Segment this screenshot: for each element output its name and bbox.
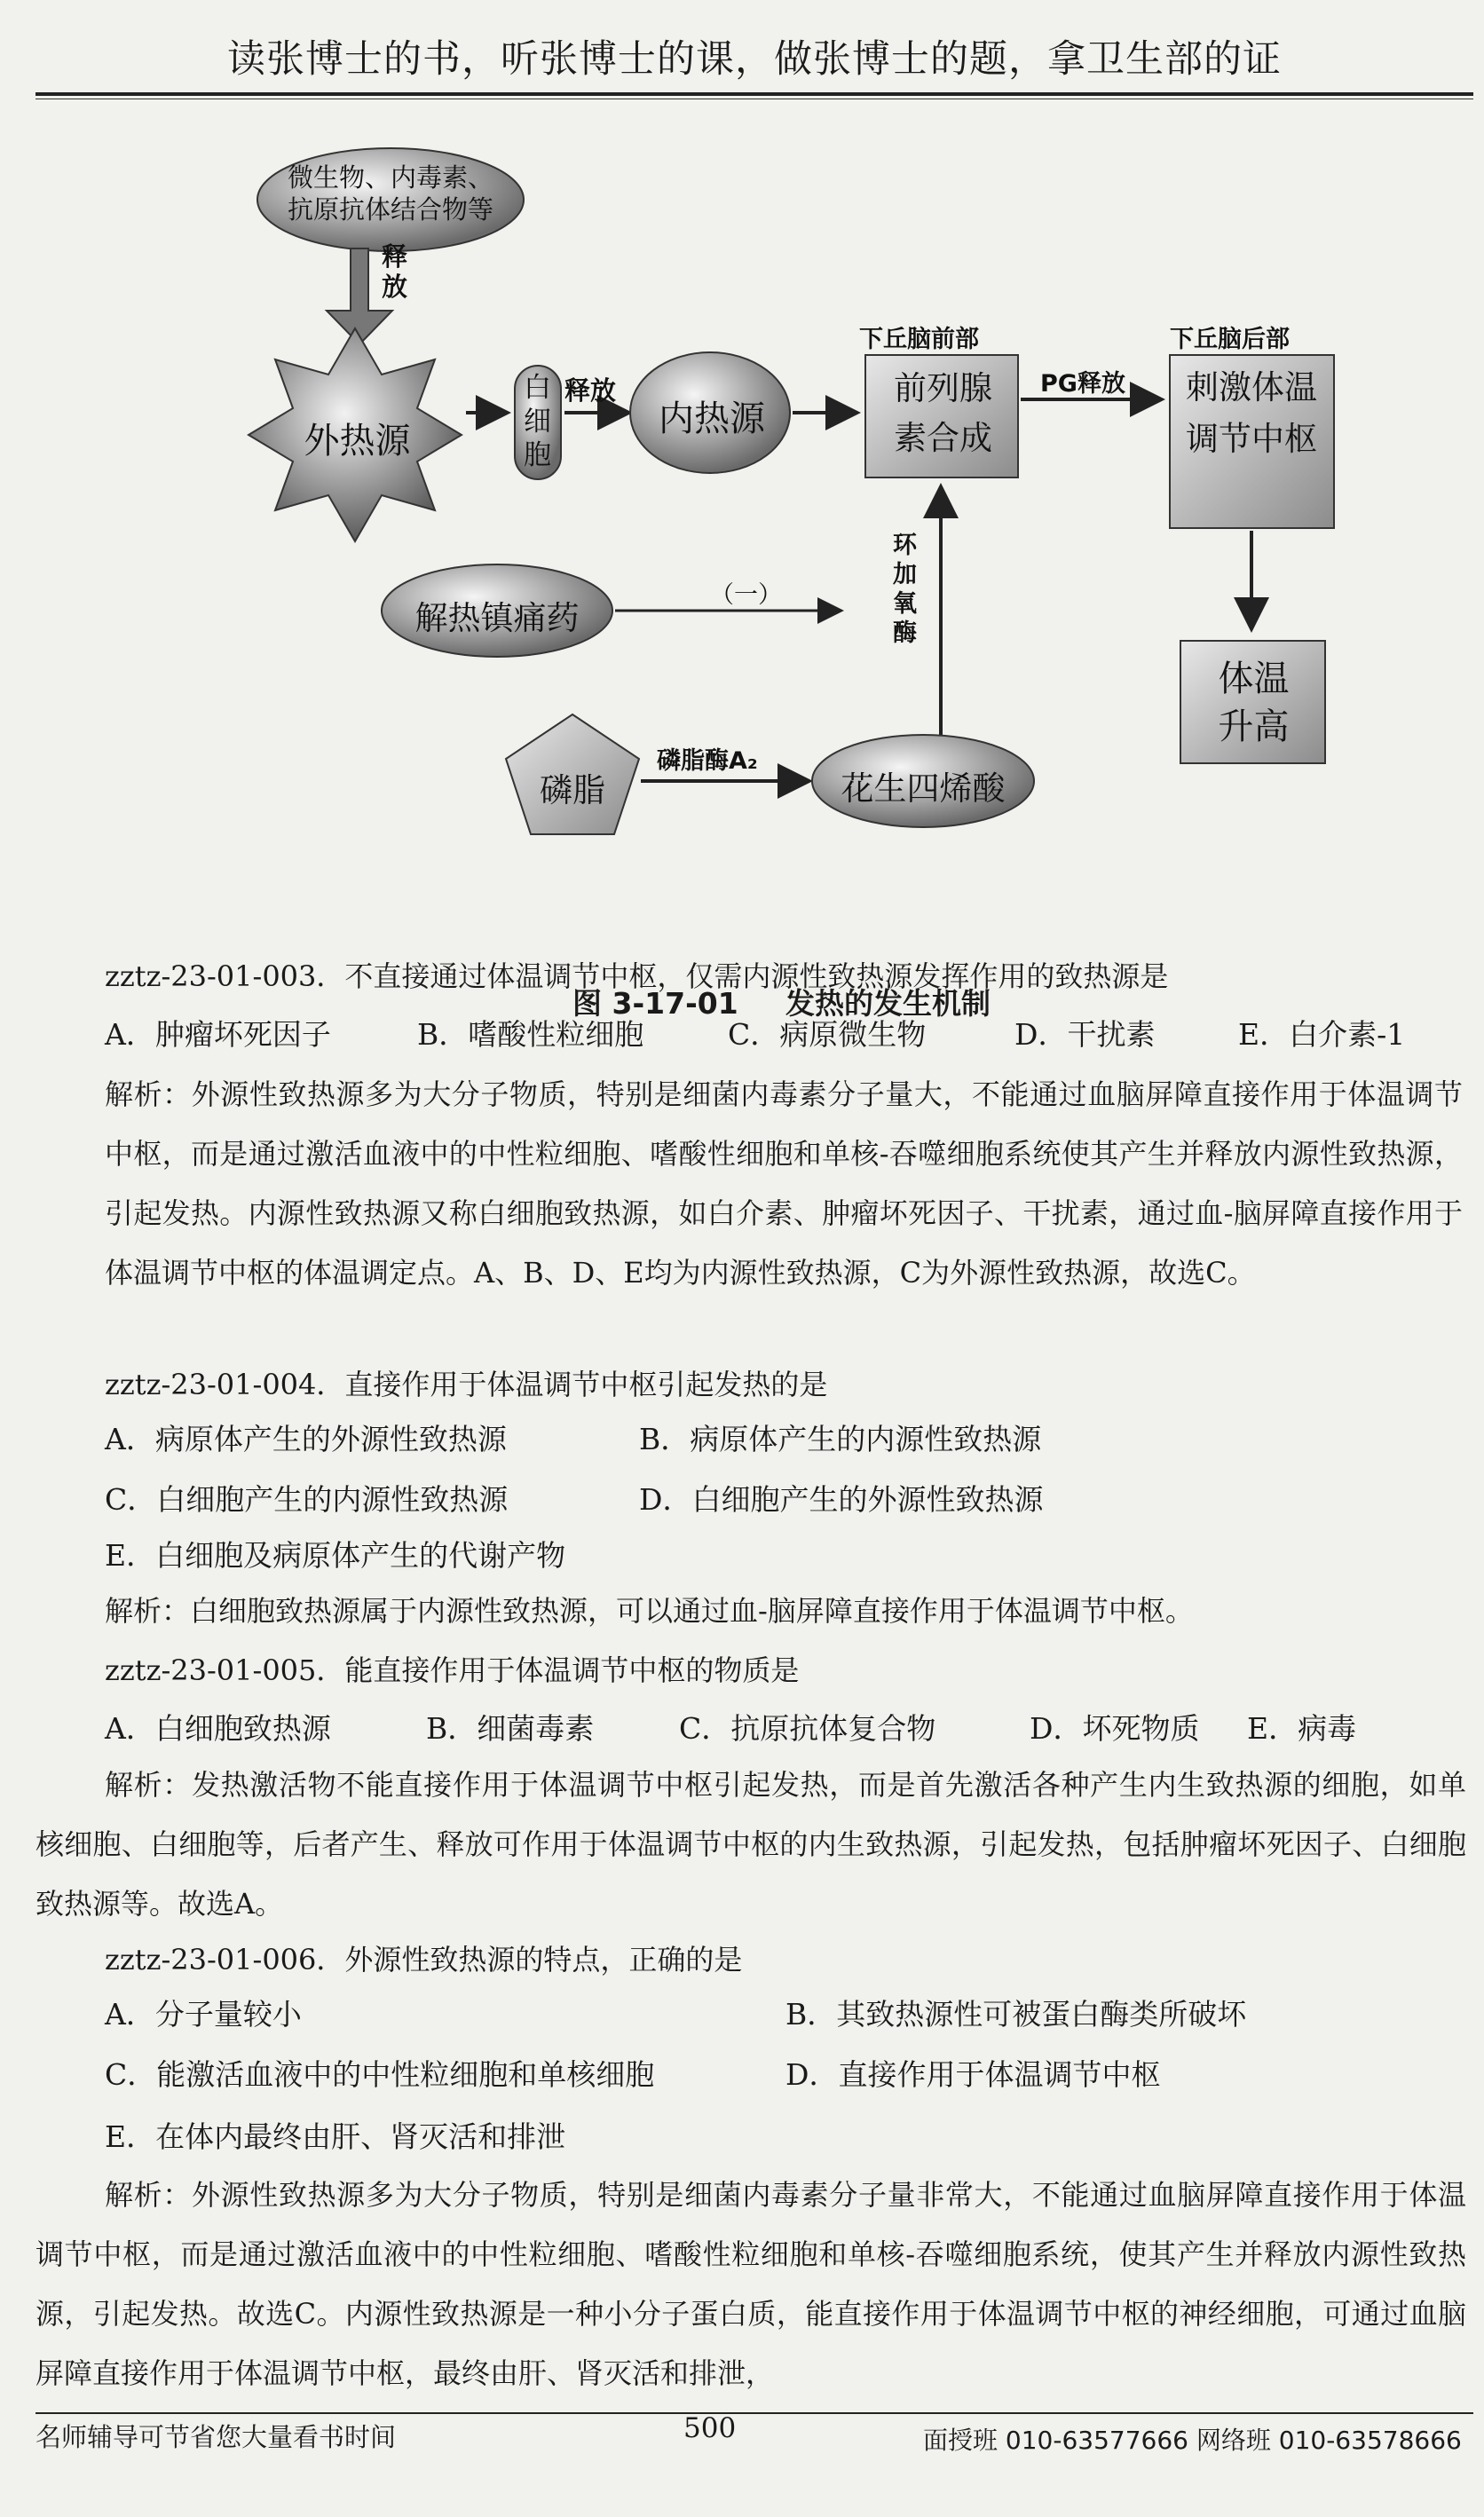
q003-option-b: B．嗜酸性粒细胞	[417, 1017, 644, 1052]
label-release-2: 释放	[564, 375, 617, 406]
q003-option-d: D．干扰素	[1014, 1017, 1156, 1052]
label-hypo-front: 下丘脑前部	[859, 326, 979, 353]
q003-option-e: E．白介素-1	[1238, 1017, 1406, 1052]
q004-option-d: D．白细胞产生的外源性致热源	[639, 1482, 1044, 1517]
q004-stem: zztz-23-01-004．直接作用于体温调节中枢引起发热的是	[105, 1368, 828, 1401]
figure-title: 发热的发生机制	[785, 986, 991, 1021]
q006-option-c: C．能激活血液中的中性粒细胞和单核细胞	[105, 2057, 655, 2092]
label-hypo-back: 下丘脑后部	[1170, 326, 1290, 353]
q006-explanation: 解析：外源性致热源多为大分子物质，特别是细菌内毒素分子量非常大，不能通过血脑屏障直接作用于体温调节中枢，而是通过激活血液中的中性粒细胞、嗜酸性粒细胞和单核-吞噬细胞系统，使其产生并释放内源性致热源，引起发热。故选C。内源性致热源是一种小分子蛋白质，能直接作用于体温调节中枢的神经细胞，可通过血脑屏障直接作用于体温调节中枢，最终由肝、肾灭活和排泄，	[36, 2178, 1466, 2390]
label-arachidonic: 花生四烯酸	[841, 769, 1006, 808]
q006-option-a: A．分子量较小	[105, 1997, 302, 2032]
q006-stem: zztz-23-01-006．外源性致热源的特点，正确的是	[105, 1943, 743, 1977]
label-pg-synth: 前列腺素合成	[894, 369, 992, 457]
footer-slogan: 名师辅导可节省您大量看书时间	[36, 2422, 397, 2452]
label-temp-up: 体温升高	[1218, 659, 1290, 747]
q005-option-e: E．病毒	[1247, 1711, 1357, 1746]
q004-option-a: A．病原体产生的外源性致热源	[105, 1422, 507, 1456]
q003-option-c: C．病原微生物	[728, 1017, 927, 1052]
header-rule	[36, 92, 1473, 96]
label-exo: 外热源	[304, 421, 411, 462]
label-cox: 环加氧酶	[893, 532, 917, 647]
q005-option-d: D．坏死物质	[1030, 1711, 1200, 1746]
q006-option-b: B．其致热源性可被蛋白酶类所破坏	[785, 1997, 1247, 2032]
label-nsaid: 解热镇痛药	[414, 599, 580, 637]
q005-option-a: A．白细胞致热源	[105, 1711, 331, 1746]
label-minus: （一）	[710, 581, 782, 609]
q005-option-b: B．细菌毒素	[426, 1711, 595, 1746]
q003-option-a: A．肿瘤坏死因子	[105, 1017, 331, 1052]
q004-explanation: 解析：白细胞致热源属于内源性致热源，可以通过血-脑屏障直接作用于体温调节中枢。	[105, 1594, 1194, 1628]
figure-number: 图 3-17-01	[572, 986, 738, 1021]
diagram-shapes	[0, 142, 1484, 901]
page-header-title: 读张博士的书，听张博士的课，做张博士的题，拿卫生部的证	[227, 37, 1282, 82]
label-center: 刺激体温调节中枢	[1186, 368, 1317, 458]
q004-option-e: E．白细胞及病原体产生的代谢产物	[105, 1538, 566, 1573]
label-microbes: 微生物、内毒素、抗原抗体结合物等	[287, 162, 493, 225]
footer-contact: 面授班 010-63577666 网络班 010-63578666	[923, 2426, 1462, 2455]
q005-stem: zztz-23-01-005．能直接作用于体温调节中枢的物质是	[105, 1653, 800, 1687]
label-release-1: 释放	[382, 241, 408, 302]
q003-explanation: 解析：外源性致热源多为大分子物质，特别是细菌内毒素分子量大，不能通过血脑屏障直接作用于体温调节中枢，而是通过激活血液中的中性粒细胞、嗜酸性细胞和单核-吞噬细胞系统使其产生并释放内源性致热源，引起发热。内源性致热源又称白细胞致热源，如白介素、肿瘤坏死因子、干扰素，通过血-脑屏障直接作用于体温调节中枢的体温调定点。A、B、D、E均为内源性致热源，C为外源性致热源，故选C。	[105, 1077, 1463, 1290]
label-wbc: 白细胞	[524, 372, 551, 471]
q004-option-b: B．病原体产生的内源性致热源	[639, 1422, 1042, 1456]
label-pla2: 磷脂酶A₂	[657, 747, 758, 775]
q003-stem: zztz-23-01-003．不直接通过体温调节中枢，仅需内源性致热源发挥作用的致热源是	[105, 959, 1169, 993]
page-number: 500	[683, 2412, 737, 2444]
q005-option-c: C．抗原抗体复合物	[679, 1711, 936, 1746]
q004-option-c: C．白细胞产生的内源性致热源	[105, 1482, 509, 1517]
q006-option-d: D．直接作用于体温调节中枢	[785, 2057, 1161, 2092]
footer-rule	[36, 2412, 1473, 2414]
q005-explanation: 解析：发热激活物不能直接作用于体温调节中枢引起发热，而是首先激活各种产生内生致热源的细胞，如单核细胞、白细胞等，后者产生、释放可作用于体温调节中枢的内生致热源，引起发热，包括肿瘤坏死因子、白细胞致热源等。故选A。	[36, 1768, 1466, 1921]
label-pg-release: PG释放	[1040, 370, 1125, 398]
label-endo: 内热源	[659, 398, 765, 439]
label-phospholipid: 磷脂	[540, 771, 605, 809]
q006-option-e: E．在体内最终由肝、肾灭活和排泄	[105, 2119, 566, 2154]
